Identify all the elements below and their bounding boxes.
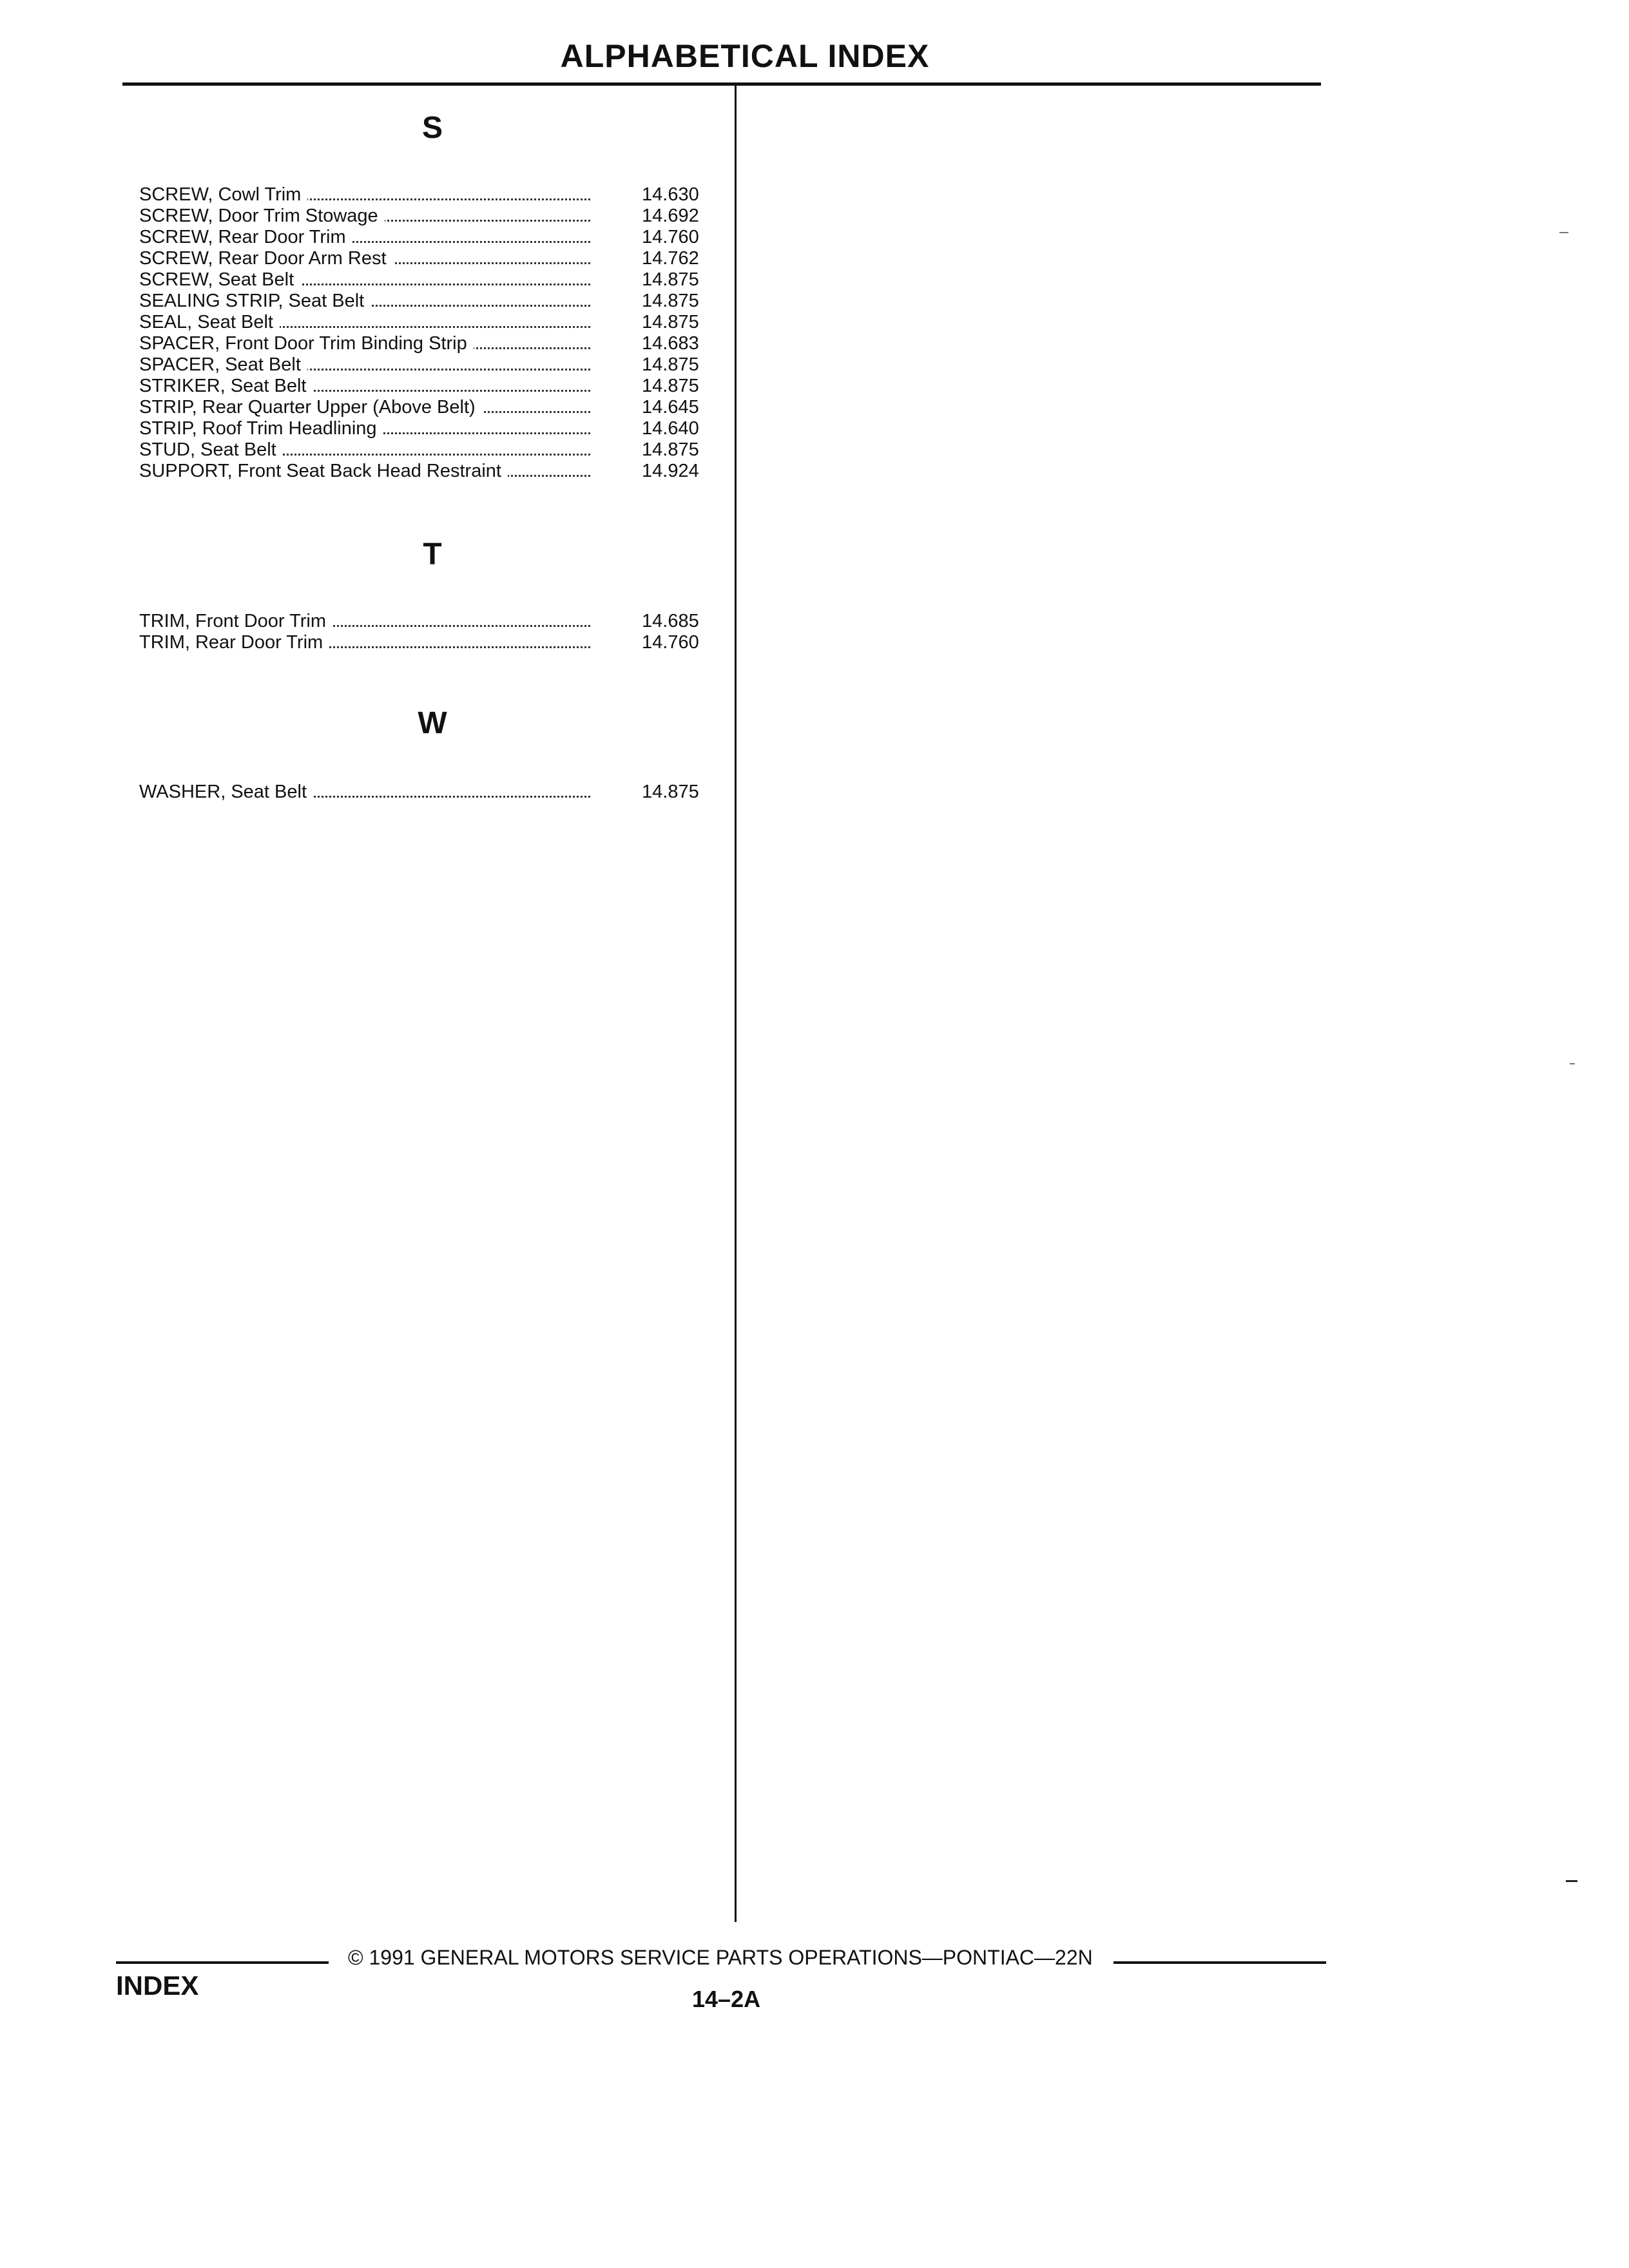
header-rule [122,82,1321,86]
entry-page-number: 14.875 [642,312,699,332]
entry-label: SCREW, Seat Belt [139,269,300,291]
entry-page-number: 14.875 [642,376,699,396]
entry-label: STRIP, Rear Quarter Upper (Above Belt) [139,397,482,418]
index-entry [139,439,726,461]
footer-page-number: 14–2A [692,1986,761,2012]
index-entry [139,184,726,206]
index-entry [139,312,726,333]
footer-rule-left [116,1961,329,1964]
footer-copyright: © 1991 GENERAL MOTORS SERVICE PARTS OPERATIONS—PONTIAC—22N [348,1946,1093,1969]
entry-list [139,782,726,803]
entry-label: SCREW, Rear Door Trim [139,227,352,248]
section-letter: W [418,706,447,740]
index-entry [139,611,726,632]
column-divider [735,86,737,1922]
index-entry [139,632,726,653]
index-entry [139,206,726,227]
index-entry [139,269,726,291]
footer-rule-right [1113,1961,1326,1964]
entry-label: STRIP, Roof Trim Headlining [139,418,383,439]
index-entry [139,291,726,312]
entry-page-number: 14.683 [642,333,699,354]
index-entry [139,397,726,418]
entry-label: SUPPORT, Front Seat Back Head Restraint [139,461,508,482]
entry-page-number: 14.692 [642,206,699,226]
entry-label: SCREW, Door Trim Stowage [139,206,385,227]
entry-page-number: 14.875 [642,782,699,802]
index-entry [139,354,726,376]
entry-page-number: 14.645 [642,397,699,418]
index-entry [139,227,726,248]
entry-page-number: 14.875 [642,439,699,460]
entry-label: STRIKER, Seat Belt [139,376,313,397]
scan-artifact [1570,1063,1575,1064]
section-letter: T [423,537,442,572]
entry-page-number: 14.875 [642,269,699,290]
index-entry [139,376,726,397]
entry-list [139,611,726,653]
scan-artifact [1559,232,1568,233]
entry-label: SPACER, Front Door Trim Binding Strip [139,333,474,354]
entry-page-number: 14.924 [642,461,699,481]
scan-artifact [1566,1880,1577,1882]
entry-label: TRIM, Front Door Trim [139,611,333,632]
entry-page-number: 14.685 [642,611,699,631]
entry-label: SEAL, Seat Belt [139,312,280,333]
entry-label: STUD, Seat Belt [139,439,283,461]
section-letter: S [421,111,443,145]
entry-label: SCREW, Cowl Trim [139,184,307,206]
entry-label: WASHER, Seat Belt [139,782,313,803]
entry-label: SEALING STRIP, Seat Belt [139,291,371,312]
index-entry [139,333,726,354]
entry-label: SPACER, Seat Belt [139,354,307,376]
index-entry [139,248,726,269]
entry-page-number: 14.762 [642,248,699,269]
entry-page-number: 14.875 [642,354,699,375]
entry-label: TRIM, Rear Door Trim [139,632,329,653]
index-entry [139,461,726,482]
entry-page-number: 14.875 [642,291,699,311]
entry-page-number: 14.760 [642,227,699,247]
entry-page-number: 14.760 [642,632,699,653]
entry-page-number: 14.640 [642,418,699,439]
entry-label: SCREW, Rear Door Arm Rest [139,248,393,269]
entry-page-number: 14.630 [642,184,699,205]
page-title: ALPHABETICAL INDEX [560,38,930,74]
index-entry [139,782,726,803]
entry-list [139,184,726,482]
footer-section-label: INDEX [116,1970,199,2001]
index-entry [139,418,726,439]
